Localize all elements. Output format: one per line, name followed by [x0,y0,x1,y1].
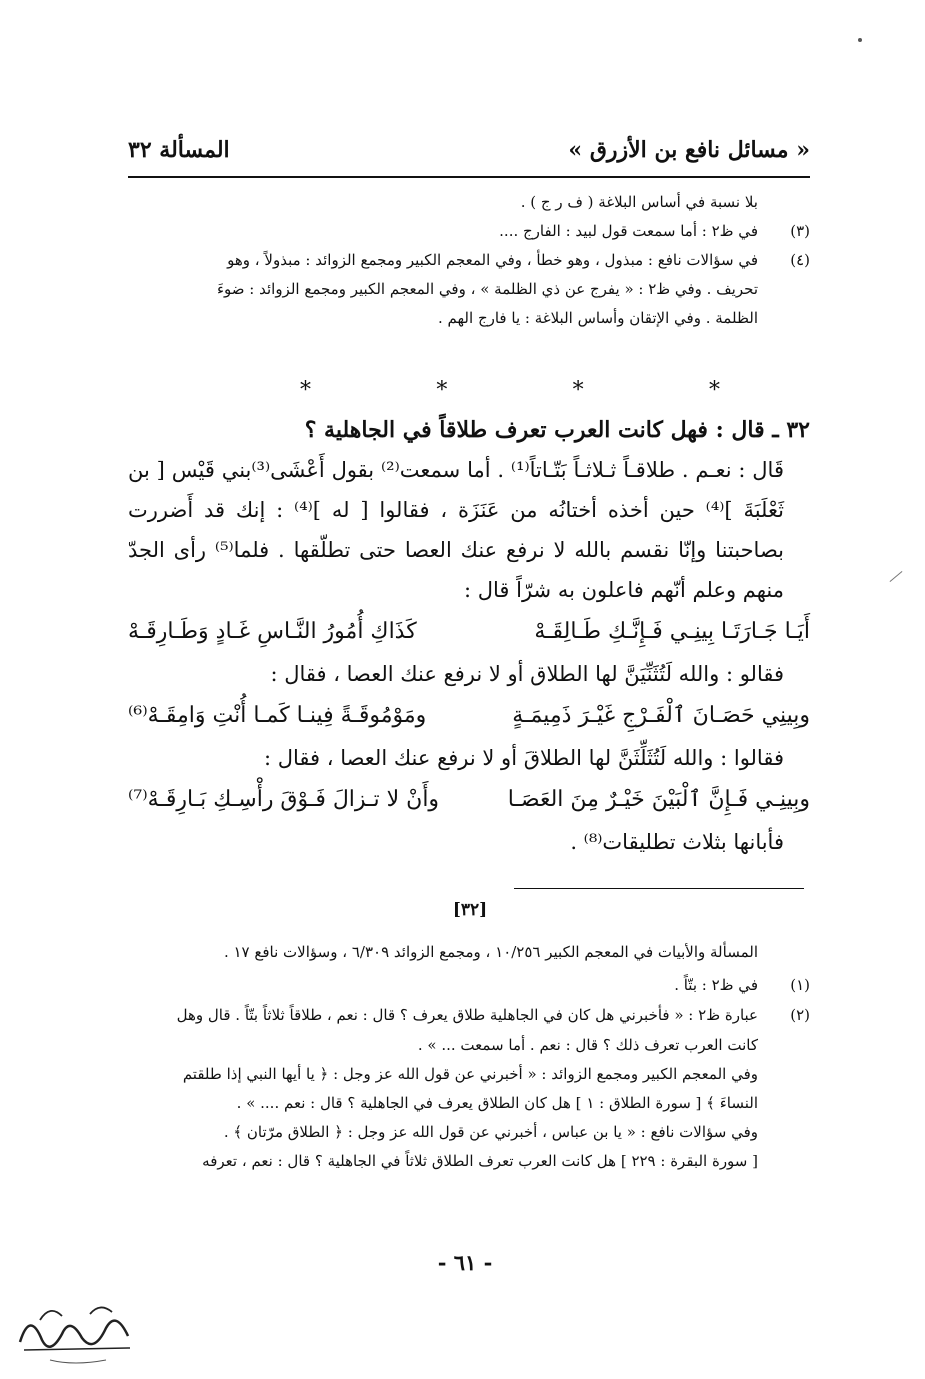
library-stamp-icon [10,1290,140,1370]
footnote-text: في سؤالات نافع : مبذول ، وهو خطأ ، وفي المعجم الكبير ومجمع الزوائد : مبذولاً ، وهو [227,251,758,269]
footnote-continuation: وفي المعجم الكبير ومجمع الزوائد : « أخبرني عن قول الله عز وجل : ﴿ يا أيها النبي إذا طلقتم [182,1065,758,1083]
footnote-continuation: تحريف . وفي ظ٢ : « يفرج عن ذي الظلمة » ، وفي المعجم الكبير ومجمع الزوائد : ضوءَ [216,280,758,298]
question-title: ٣٢ ـ قال : فهل كانت العرب تعرف طلاقاً في الجاهلية ؟ [304,417,810,443]
verse-second-hemistich: كَذَاكِ أُمُورُ النَّـاسِ غَـادٍ وَطَـارِقَـهْ [128,619,417,644]
footnote-text: في ظ٢ : بتّاً . [674,976,758,994]
narration-line: فقالو : والله لَتُثَنِّيَنَّ لها الطلاق أو لا نرفع عنك العصا ، فقال : [270,662,784,686]
question-body [128,410,810,862]
answer-paragraph: قَال : نعـم . طلاقـاً ثـلاثـاً بَتّـاتاً⁽¹⁾ . أما سمعت⁽²⁾ بقول أَعْشَى⁽³⁾بني قَيْس [ بن ثَعْلَبَةَ ]⁽⁴⁾ حين أخذه أختانُه من عَنَزَة ، فقالوا [ له ]⁽⁴⁾ : إنك قد أَضررت بصاحبتنا وإنّا نقسم بالله لا نرفع عنك العصا حتى تطلّقها . فلما⁽⁵⁾ رأى الجدّ منهم وعلم أنّهم فاعلون به شرّاً قال : [128,458,785,602]
footnote-continuation: [ سورة البقرة : ٢٢٩ ] هل كانت العرب تعرف الطلاق ثلاثاً في الجاهلية ؟ قال : نعم ، تعرفه [202,1152,758,1170]
verse-first-hemistich: وبِينِـي فَـإِنَّ ٱلْبَيْنَ خَيْـرٌ مِنَ العَصَـا [507,787,810,812]
closing-line: فأبانها بثلاث تطليقات⁽⁸⁾ . [570,830,784,854]
verse-first-hemistich: وبِينِي حَصَـانَ ٱلْفَـرْجِ غَيْـرَ ذَمِيمَـةٍ [512,703,810,728]
separator-star: * [436,378,448,403]
narration-line: فقالوا : والله لَتُثَلِّثَنَّ لها الطلاقَ أو لا نرفع عنك العصا ، فقال : [264,746,784,770]
book-title: « مسائل نافع بن الأزرق » [568,137,810,163]
section-separator [300,378,720,403]
footnote-text: في ظ٢ : أما سمعت قول لبيد : الفارج .... [499,222,758,240]
footnote-continuation: وفي سؤالات نافع : « يا بن عباس ، أخبرني عن قول الله عز وجل : ﴿ الطلاق مرّتان ﴾ . [223,1123,758,1141]
footnote-continuation: الظلمة . وفي الإتقان وأساس البلاغة : يا فارج الهم . [438,309,758,327]
corner-speck [858,38,862,42]
page-number: - ٦١ - [437,1250,493,1275]
verse-3 [128,778,810,822]
reference-number: [٣٢] [452,900,488,920]
question-label: المسألة ٣٢ [128,137,230,163]
separator-star: * [709,378,720,403]
footnote-number: (٣) [790,222,810,240]
verse-2 [128,694,810,738]
verse-second-hemistich: وأَنْ لا تـزالَ فَـوْقَ رأْسِـكِ بَـارِقَـهْ⁽⁷⁾ [128,787,440,812]
footnotes [128,938,810,1176]
verse-1 [128,610,810,654]
footnote-number: (٢) [790,1006,810,1024]
footnote-number: (١) [790,976,810,994]
continued-footnotes [128,188,810,333]
footnote-2 [128,1001,810,1030]
footnote-number: (٤) [790,251,810,269]
note-continuation-line: بلا نسبة في أساس البلاغة ( ف ر ج ) . [520,193,758,211]
footnote-continuation: كانت العرب تعرف ذلك ؟ قال : نعم . أما سمعت ... » . [417,1036,758,1054]
margin-mark [890,571,903,582]
verse-first-hemistich: أَيَـا جَـارَتَـا بِينِـي فَـإِنَّـكِ طَـالِقَـهْ [534,619,810,644]
footnote-rule [514,888,804,889]
header-rule [128,176,810,178]
footnote-text: عبارة ظ٢ : « فأخبرني هل كان في الجاهلية طلاق يعرف ؟ قال : نعم ، طلاقاً ثلاثاً بتّاً . قال وهل [176,1006,758,1024]
footnote-4 [128,246,810,275]
source-note: المسألة والأبيات في المعجم الكبير ١٠/٢٥٦ ، ومجمع الزوائد ٦/٣٠٩ ، وسؤالات نافع ١٧ . [223,943,758,961]
running-header [128,130,810,170]
verse-second-hemistich: ومَوْمُوقَـةً فِينـا كَمـا أُنْتِ وَامِقَـهْ⁽⁶⁾ [128,703,427,728]
footnote-1 [128,971,810,1000]
separator-star: * [300,378,312,403]
footnote-3 [128,217,810,246]
separator-star: * [572,378,584,403]
footnote-continuation: النساءَ ﴾ [ سورة الطلاق : ١ ] هل كان الطلاق يعرف في الجاهلية ؟ قال : نعم .... » . [236,1094,758,1112]
